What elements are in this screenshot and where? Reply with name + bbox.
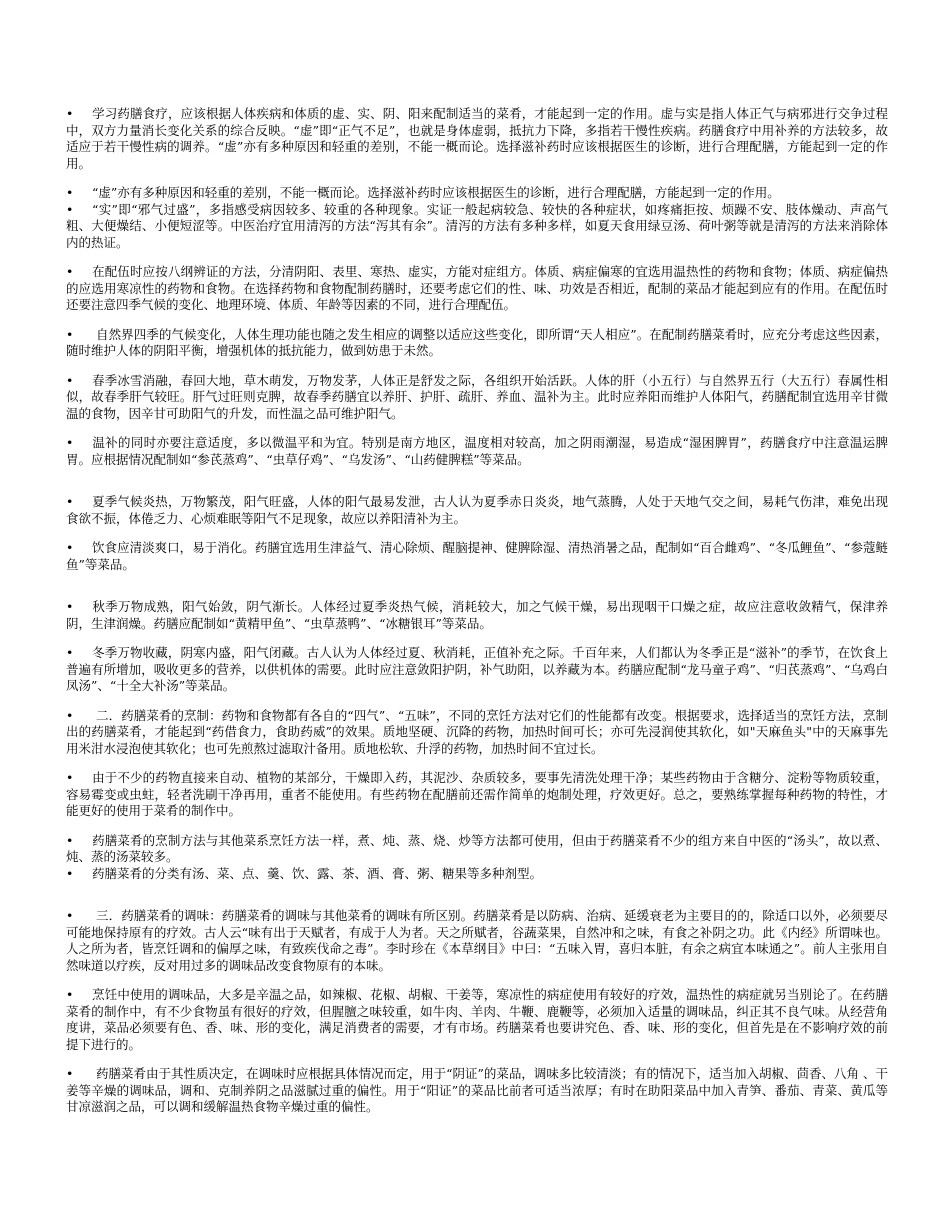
bullet: •: [66, 1066, 74, 1081]
paragraph-text: 由于不少的药物直接来自动、植物的某部分，干燥即入药，其泥沙、杂质较多，要事先清洗处理干净；某些药物由于含糖分、淀粉等物质较重，容易霉变或虫蛀，轻者洗刷干净再用，重者不能使用。有些药物在配膳前还需作简单的炮制处理，疗效更好。总之，要熟练掌握每种药物的特性，才能更好的使用于菜肴的制作中。: [66, 770, 888, 818]
paragraph-8: [66, 494, 888, 527]
paragraph-text: 秋季万物成熟，阳气始敛，阴气渐长。人体经过夏季炎热气候，消耗较大，加之气候干燥，易出现咽干口燥之症，故应注意收敛精气，保津养阴，生津润燥。药膳应配制如“黄精甲鱼”、“虫草蒸鸭”、“冰糖银耳”等菜品。: [66, 599, 888, 631]
paragraph-13: [66, 770, 888, 820]
bullet: •: [66, 106, 74, 121]
paragraph-6: [66, 373, 888, 423]
bullet: •: [66, 435, 74, 450]
paragraph-text: 二．药膳菜肴的烹制：药物和食物都有各自的“四气”、“五味”，不同的烹饪方法对它们的性能都有改变。根据要求，选择适当的烹饪方法，烹制出的药膳菜肴，才能起到“药借食力，食助药威”的效果。质地坚硬、沉降的药物，加热时间可长；亦可先浸润使其软化，如"天麻鱼头"中的天麻事先用米泔水浸泡使其软化；也可先煎熬过滤取汁备用。质地松软、升浮的药物，加热时间不宜过长。: [66, 707, 888, 756]
paragraph-2: [66, 185, 888, 202]
paragraph-15: [66, 866, 888, 883]
bullet: •: [66, 185, 74, 200]
paragraph-7: [66, 435, 888, 468]
paragraph-3: [66, 202, 888, 252]
paragraph-text: 自然界四季的气候变化，人体生理功能也随之发生相应的调整以适应这些变化，即所谓“天人相应”。在配制药膳菜肴时，应充分考虑这些因素，随时维护人体的阴阳平衡，增强机体的抵抗能力，做到妨患于未然。: [66, 326, 888, 358]
bullet: •: [66, 494, 74, 509]
paragraph-text: 夏季气候炎热，万物繁茂，阳气旺盛，人体的阳气最易发泄，古人认为夏季赤日炎炎，地气蒸腾，人处于天地气交之间，易耗气伤津，难免出现食欲不振，体倦乏力、心烦难眠等阳气不足现象，故应以养阳清补为主。: [66, 494, 888, 526]
document-page: [66, 106, 888, 1116]
bullet: •: [66, 540, 74, 555]
paragraph-17: [66, 987, 888, 1053]
bullet: •: [66, 832, 74, 848]
bullet: •: [66, 865, 74, 881]
bullet: •: [66, 264, 74, 279]
bullet: •: [66, 201, 74, 217]
paragraph-text: “实”即“邪气过盛”，多指感受病因较多、较重的各种现象。实证一般起病较急、较快的各种症状，如疼痛拒按、烦躁不安、肢体燥动、声高气粗、大便燥结、小便短涩等。中医治疗宜用清泻的方法“泻其有余”。清泻的方法有多种多样，如夏天食用绿豆汤、荷叶粥等就是清泻的方法来消除体内的热证。: [66, 201, 888, 250]
bullet: •: [66, 707, 74, 723]
bullet: •: [66, 987, 74, 1002]
paragraph-9: [66, 540, 888, 573]
bullet: •: [66, 372, 74, 388]
paragraph-12: [66, 708, 888, 758]
paragraph-text: 在配伍时应按八纲辨证的方法，分清阴阳、表里、寒热、虚实，方能对症组方。体质、病症偏寒的宜选用温热性的药物和食物；体质、病症偏热的应选用寒凉性的药物和食物。在选择药物和食物配制药膳时，还要考虑它们的性、味、功效是否相近，配制的菜品才能起到应有的作用。在配伍时还要注意四季气候的变化、地理环境、体质、年龄等因素的不同，进行合理配伍。: [66, 264, 888, 312]
paragraph-14: [66, 833, 888, 866]
bullet: •: [66, 908, 74, 923]
bullet: •: [66, 326, 74, 342]
paragraph-text: 饮食应清淡爽口，易于消化。药膳宜选用生津益气、清心除烦、醒脑提神、健脾除湿、清热消暑之品，配制如“百合雌鸡”、“冬瓜鲤鱼”、“参蔻鲢鱼”等菜品。: [66, 540, 888, 572]
paragraph-16: [66, 908, 888, 974]
paragraph-text: 烹饪中使用的调味品，大多是辛温之品，如辣椒、花椒、胡椒、干姜等，寒凉性的病症使用有较好的疗效，温热性的病症就另当别论了。在药膳菜肴的制作中，有不少食物虽有很好的疗效，但腥膻之味较重，如牛肉、羊肉、牛鞭、鹿鞭等，必须加入适量的调味品，纠正其不良气味。从经营角度讲，菜品必须要有色、香、味、形的变化，满足消费者的需要，才有市场。药膳菜肴也要讲究色、香、味、形的变化，但首先是在不影响疗效的前提下进行的。: [66, 987, 888, 1052]
paragraph-text: 学习药膳食疗，应该根据人体疾病和体质的虚、实、阴、阳来配制适当的菜肴，才能起到一定的作用。虚与实是指人体正气与病邪进行交争过程中，双方力量消长变化关系的综合反映。“虚”即“正气不足”，也就是身体虚弱，抵抗力下降，多指若干慢性疾病。药膳食疗中用补养的方法较多，故适应于若干慢性病的调养。“虚”亦有多种原因和轻重的差别，不能一概而论。选择滋补药时应该根据医生的诊断，进行合理配膳，方能起到一定的作用。: [66, 106, 888, 171]
paragraph-5: [66, 327, 888, 360]
paragraph-18: [66, 1066, 888, 1116]
paragraph-text: 春季冰雪消融，春回大地，草木萌发，万物发茅，人体正是舒发之际，各组织开始活跃。人体的肝（小五行）与自然界五行（大五行）春属性相似，故春季肝气较旺。肝气过旺则克脾，故春季药膳宜以养肝、护肝、疏肝、养血、温补为主。此时应养阳而维护人体阳气，药膳配制宜选用辛甘微温的食物，因辛甘可助阳气的升发，而性温之品可维护阳气。: [66, 372, 888, 421]
paragraph-text: 药膳菜肴的烹制方法与其他菜系烹饪方法一样，煮、炖、蒸、烧、炒等方法都可使用，但由于药膳菜肴不少的组方来自中医的“汤头”，故以煮、炖、蒸的汤菜较多。: [66, 832, 888, 864]
paragraph-text: 药膳菜肴由于其性质决定，在调味时应根据具体情况而定，用于“阴证”的菜品，调味多比较清淡；有的情况下，适当加入胡椒、茴香、八角 、干姜等辛燥的调味品，调和、克制养阴之品滋腻过重的偏性。用于“阳证”的菜品比前者可适当浓厚；有时在助阳菜品中加入青笋、番茄、青菜、黄瓜等甘凉滋润之品，可以调和缓解温热食物辛燥过重的偏性。: [66, 1066, 888, 1114]
bullet: •: [66, 645, 74, 660]
bullet: •: [66, 599, 74, 614]
paragraph-text: 药膳菜肴的分类有汤、菜、点、羹、饮、露、茶、酒、膏、粥、糖果等多种剂型。: [92, 865, 543, 881]
paragraph-10: [66, 599, 888, 632]
paragraph-1: [66, 106, 888, 172]
paragraph-4: [66, 264, 888, 314]
paragraph-11: [66, 645, 888, 695]
paragraph-text: 温补的同时亦要注意适度，多以微温平和为宜。特别是南方地区，温度相对较高，加之阴雨潮湿，易造成“湿困脾胃”，药膳食疗中注意温运脾胃。应根据情况配制如“参芪蒸鸡”、“虫草仔鸡”、“乌发汤”、“山药健脾糕”等菜品。: [66, 435, 888, 467]
paragraph-text: 三．药膳菜肴的调味：药膳菜肴的调味与其他菜肴的调味有所区别。药膳菜肴是以防病、治病、延缓衰老为主要目的的，除适口以外，必须要尽可能地保持原有的疗效。古人云“味有出于天赋者，有成于人为者。天之所赋者，谷蔬菜果，自然冲和之味，有食之补阴之功。此《内经》所谓味也。人之所为者，皆烹饪调和的偏厚之味，有致疾伐命之毒”。李时珍在《本草纲目》中曰：“五味入胃，喜归本脏，有余之病宜本味通之”。前人主张用自然味道以疗疾，反对用过多的调味品改变食物原有的本味。: [66, 908, 888, 973]
paragraph-text: 冬季万物收藏，阴寒内盛，阳气闭藏。古人认为人体经过夏、秋消耗，正值补充之际。千百年来，人们都认为冬季正是“滋补”的季节，在饮食上普遍有所增加，吸收更多的营养，以供机体的需要。此时应注意敛阳护阴，补气助阳，以养藏为本。药膳应配制“龙马童子鸡”、“归芪蒸鸡”、“乌鸡白凤汤”、“十全大补汤”等菜品。: [66, 645, 888, 693]
bullet: •: [66, 770, 74, 785]
paragraph-text: “虚”亦有多种原因和轻重的差别，不能一概而论。选择滋补药时应该根据医生的诊断，进行合理配膳，方能起到一定的作用。: [92, 185, 780, 200]
